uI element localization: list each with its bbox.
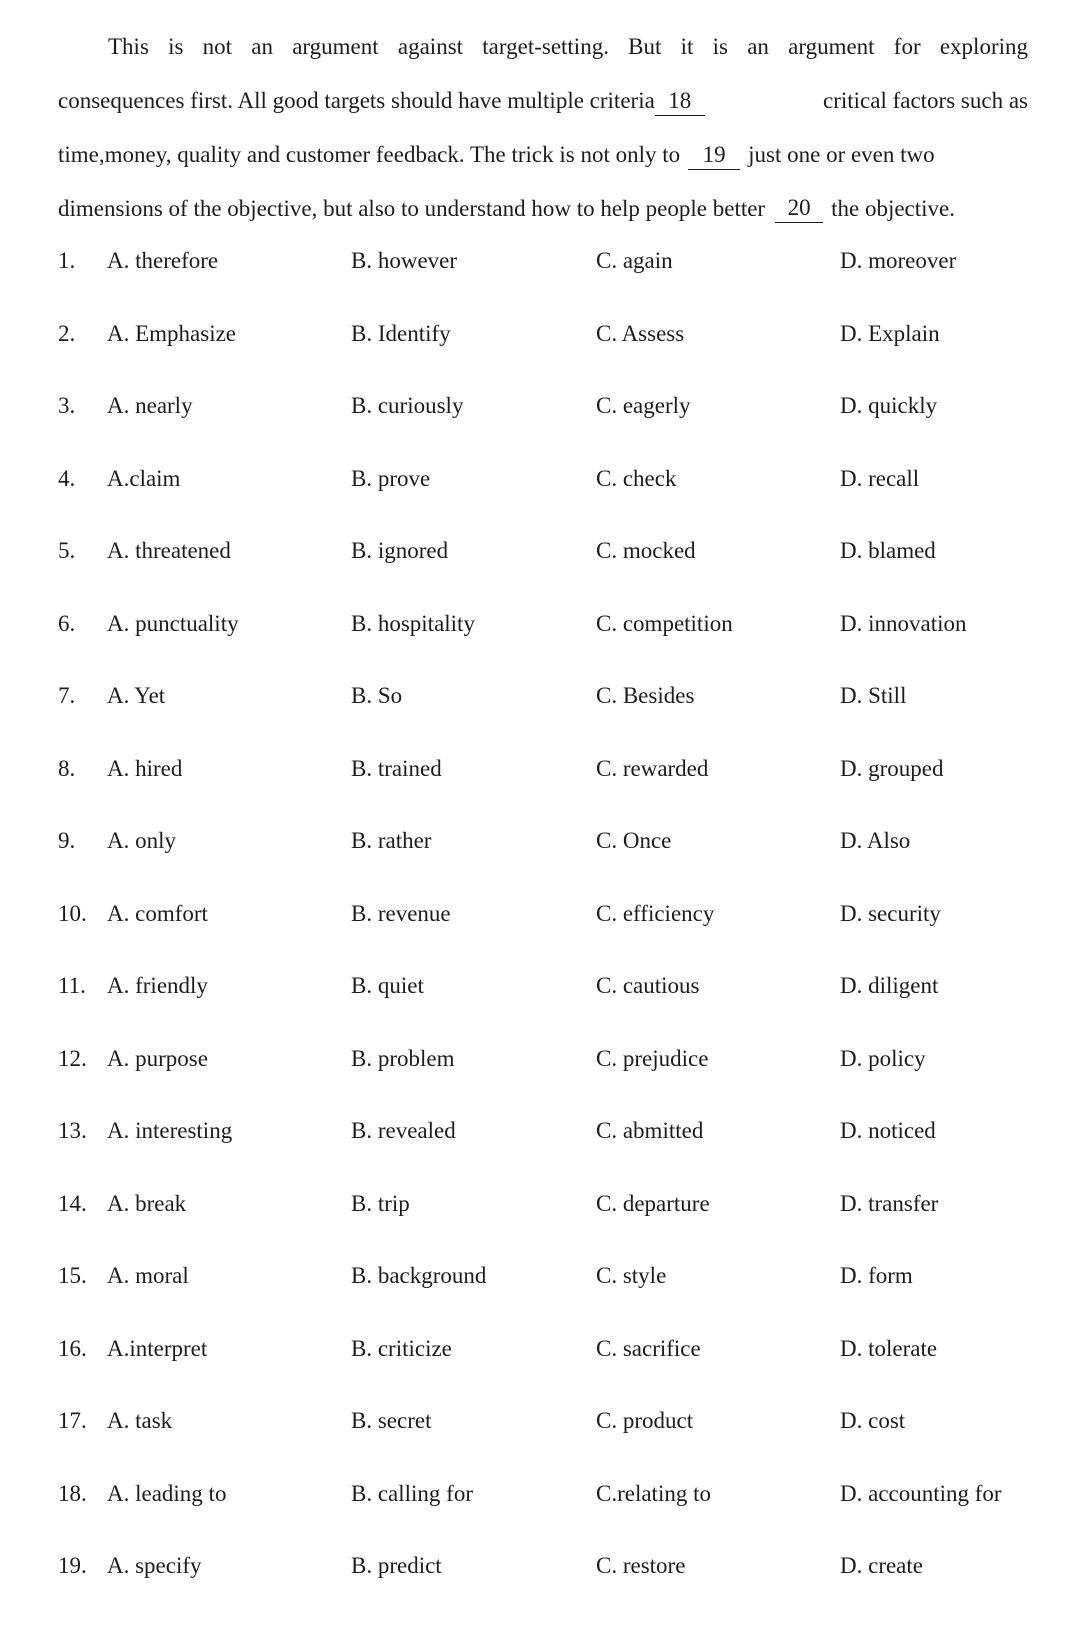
blank-20: 20: [775, 196, 823, 223]
option-a: A. moral: [107, 1263, 189, 1288]
passage-word: an: [747, 34, 769, 59]
option-b: B. ignored: [351, 538, 449, 563]
passage-word: is: [712, 34, 728, 59]
question-number: 12.: [58, 1045, 87, 1071]
passage-text-after-blank-20: the objective.: [831, 196, 955, 221]
option-c: C. eagerly: [596, 393, 691, 418]
question-row-6: [0, 609, 1080, 682]
option-a: A. threatened: [107, 538, 231, 563]
option-a: A. purpose: [107, 1045, 208, 1071]
passage-text-before-blank-19: time,money, quality and customer feedback. The trick is not only to: [58, 142, 681, 167]
blank-19: 19: [688, 143, 740, 170]
passage-word: argument: [292, 34, 379, 59]
question-list: [0, 246, 1080, 1624]
option-b: B. Identify: [351, 320, 451, 346]
question-number: 1.: [58, 248, 76, 273]
question-row-18: [0, 1479, 1080, 1552]
option-d: D. quickly: [840, 393, 938, 418]
option-b: B. So: [351, 683, 403, 708]
question-row-13: [0, 1116, 1080, 1189]
option-c: C.relating to: [596, 1480, 711, 1506]
passage-line-1: [58, 20, 1028, 74]
option-b: B. secret: [351, 1408, 432, 1433]
option-d: D. noticed: [840, 1118, 936, 1143]
question-number: 7.: [58, 683, 76, 708]
passage-text-before-blank-20: dimensions of the objective, but also to understand how to help people better: [58, 196, 766, 221]
passage-line-2: [58, 74, 1028, 128]
passage-text-before-blank-18: consequences first. All good targets should have multiple criteria: [58, 88, 655, 113]
option-d: D. policy: [840, 1045, 926, 1071]
passage-text: [58, 74, 705, 128]
question-row-15: [0, 1261, 1080, 1334]
option-a: A. friendly: [107, 973, 208, 998]
question-number: 18.: [58, 1480, 87, 1506]
question-row-8: [0, 754, 1080, 827]
passage-word: exploring: [939, 34, 1028, 59]
question-number: 6.: [58, 610, 76, 636]
option-a: A. therefore: [107, 248, 219, 273]
option-a: A. hired: [107, 755, 183, 781]
passage-text: [58, 128, 935, 182]
option-c: C. restore: [596, 1553, 686, 1578]
option-d: D. transfer: [840, 1190, 939, 1216]
option-a: A.interpret: [107, 1335, 208, 1361]
option-c: C. check: [596, 465, 677, 491]
question-row-17: [0, 1406, 1080, 1479]
option-c: C. cautious: [596, 973, 700, 998]
question-row-3: [0, 391, 1080, 464]
question-number: 14.: [58, 1190, 87, 1216]
option-a: A. Emphasize: [107, 320, 237, 346]
option-a: A. break: [107, 1190, 187, 1216]
passage-text-after-blank-19: just one or even two: [748, 142, 935, 167]
question-number: 4.: [58, 465, 76, 491]
question-row-2: [0, 319, 1080, 392]
option-b: B. criticize: [351, 1335, 452, 1361]
passage-word: is: [168, 34, 184, 59]
question-number: 5.: [58, 538, 76, 563]
option-c: C. style: [596, 1263, 667, 1288]
option-b: B. background: [351, 1263, 487, 1288]
question-row-12: [0, 1044, 1080, 1117]
question-row-7: [0, 681, 1080, 754]
passage-word: it: [680, 34, 694, 59]
question-row-1: [0, 246, 1080, 319]
option-d: D. form: [840, 1263, 913, 1288]
option-a: A. specify: [107, 1553, 202, 1578]
option-b: B. however: [351, 248, 458, 273]
option-a: A. only: [107, 828, 176, 853]
passage-word: argument: [788, 34, 875, 59]
option-c: C. Assess: [596, 320, 685, 346]
option-c: C. efficiency: [596, 900, 715, 926]
question-row-14: [0, 1189, 1080, 1262]
option-a: A. interesting: [107, 1118, 233, 1143]
question-number: 15.: [58, 1263, 87, 1288]
question-number: 8.: [58, 755, 76, 781]
option-c: C. again: [596, 248, 673, 273]
option-d: D. diligent: [840, 973, 939, 998]
option-c: C. rewarded: [596, 755, 709, 781]
option-b: B. prove: [351, 465, 431, 491]
option-d: D. moreover: [840, 248, 957, 273]
passage-word: This: [108, 34, 149, 59]
option-c: C. competition: [596, 610, 733, 636]
option-b: B. trained: [351, 755, 442, 781]
option-d: D. innovation: [840, 610, 967, 636]
option-b: B. revenue: [351, 900, 451, 926]
option-c: C. Besides: [596, 683, 695, 708]
question-number: 2.: [58, 320, 76, 346]
option-a: A. Yet: [107, 683, 166, 708]
option-d: D. cost: [840, 1408, 906, 1433]
option-d: D. tolerate: [840, 1335, 938, 1361]
option-d: D. Explain: [840, 320, 940, 346]
question-row-16: [0, 1334, 1080, 1407]
question-row-9: [0, 826, 1080, 899]
option-d: D. Also: [840, 828, 911, 853]
passage-line-4: [58, 182, 1028, 236]
passage-line-3: [58, 128, 1028, 182]
option-d: D. create: [840, 1553, 923, 1578]
option-b: B. predict: [351, 1553, 442, 1578]
question-number: 3.: [58, 393, 76, 418]
passage-word: an: [251, 34, 273, 59]
option-d: D. accounting for: [840, 1480, 1002, 1506]
option-b: B. revealed: [351, 1118, 456, 1143]
blank-18: 18: [655, 89, 705, 116]
passage-word: But: [628, 34, 662, 59]
option-c: C. product: [596, 1408, 694, 1433]
option-b: B. trip: [351, 1190, 410, 1216]
option-c: C. abmitted: [596, 1118, 704, 1143]
option-a: A. punctuality: [107, 610, 239, 636]
question-row-10: [0, 899, 1080, 972]
passage-word: not: [202, 34, 233, 59]
option-b: B. hospitality: [351, 610, 475, 636]
option-b: B. calling for: [351, 1480, 473, 1506]
question-row-19: [0, 1551, 1080, 1624]
option-c: C. Once: [596, 828, 672, 853]
passage-word: for: [893, 34, 921, 59]
passage-paragraph: [58, 20, 1028, 236]
option-d: D. security: [840, 900, 941, 926]
option-d: D. blamed: [840, 538, 936, 563]
option-c: C. departure: [596, 1190, 710, 1216]
option-d: D. Still: [840, 683, 907, 708]
question-row-4: [0, 464, 1080, 537]
option-b: B. problem: [351, 1045, 455, 1071]
question-number: 11.: [58, 973, 86, 998]
option-a: A. comfort: [107, 900, 208, 926]
option-a: A. task: [107, 1408, 173, 1433]
option-c: C. mocked: [596, 538, 696, 563]
option-c: C. prejudice: [596, 1045, 709, 1071]
question-number: 19.: [58, 1553, 87, 1578]
option-a: A.claim: [107, 465, 181, 491]
question-number: 17.: [58, 1408, 87, 1433]
question-number: 16.: [58, 1335, 87, 1361]
option-b: B. curiously: [351, 393, 464, 418]
option-d: D. recall: [840, 465, 920, 491]
option-b: B. quiet: [351, 973, 424, 998]
option-a: A. leading to: [107, 1480, 227, 1506]
option-b: B. rather: [351, 828, 432, 853]
passage-word: against: [397, 34, 464, 59]
question-number: 10.: [58, 900, 87, 926]
option-d: D. grouped: [840, 755, 944, 781]
question-number: 13.: [58, 1118, 87, 1143]
question-number: 9.: [58, 828, 76, 853]
passage-text-after-blank-18: critical factors such as: [823, 88, 1028, 113]
question-row-5: [0, 536, 1080, 609]
option-c: C. sacrifice: [596, 1335, 701, 1361]
option-a: A. nearly: [107, 393, 193, 418]
passage-word: target-setting.: [482, 34, 609, 59]
question-row-11: [0, 971, 1080, 1044]
